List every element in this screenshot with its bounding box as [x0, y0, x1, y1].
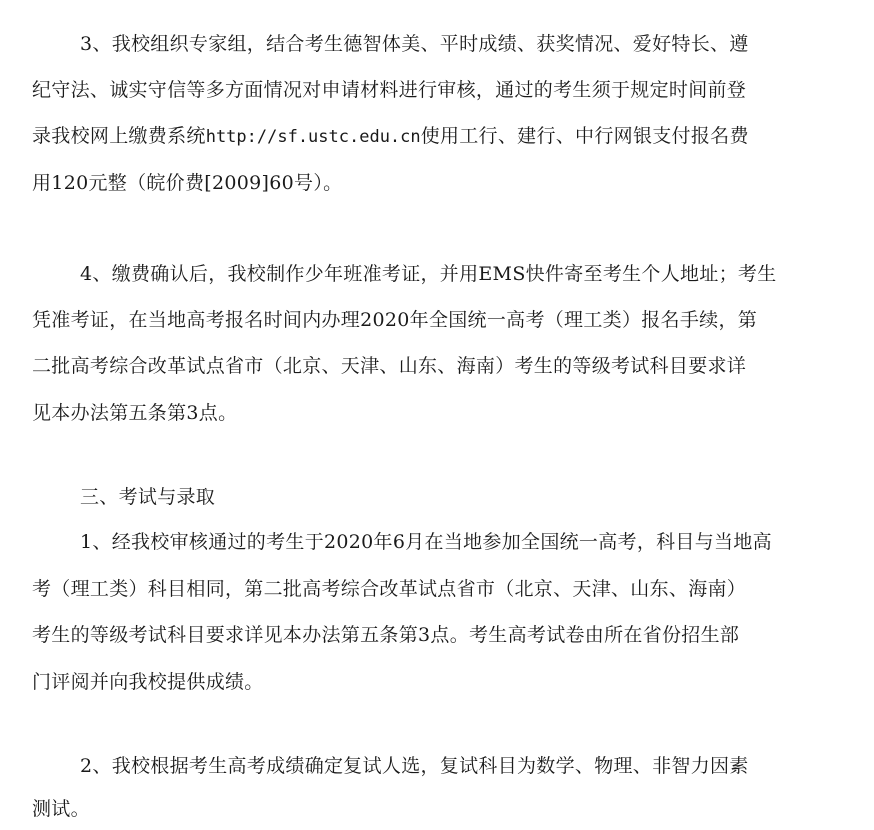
paragraph-1-line-3-after: 使用工行、建行、中行网银支付报名费: [420, 125, 749, 147]
paragraph-2-line-3: 二批高考综合改革试点省市（北京、天津、山东、海南）考生的等级考试科目要求详: [32, 355, 747, 377]
paragraph-2-line-1: 4、缴费确认后，我校制作少年班准考证，并用EMS快件寄至考生个人地址；考生: [80, 263, 777, 285]
section-heading: 三、考试与录取: [80, 486, 216, 508]
paragraph-2-line-2: 凭准考证，在当地高考报名时间内办理2020年全国统一高考（理工类）报名手续，第: [32, 309, 758, 331]
paragraph-3-line-4: 门评阅并向我校提供成绩。: [32, 671, 264, 693]
paragraph-2-line-4: 见本办法第五条第3点。: [32, 402, 238, 424]
paragraph-4-line-2: 测试。: [32, 798, 90, 820]
paragraph-1-line-3: [32, 124, 749, 149]
paragraph-3-line-2: 考（理工类）科目相同，第二批高考综合改革试点省市（北京、天津、山东、海南）: [32, 578, 747, 600]
payment-system-url: http://sf.ustc.edu.cn: [205, 127, 421, 147]
paragraph-3-line-3: 考生的等级考试科目要求详见本办法第五条第3点。考生高考试卷由所在省份招生部: [32, 624, 740, 646]
paragraph-1-line-3-before: 录我校网上缴费系统: [32, 125, 206, 147]
paragraph-4-line-1: 2、我校根据考生高考成绩确定复试人选，复试科目为数学、物理、非智力因素: [80, 755, 749, 777]
paragraph-1-line-4: 用120元整（皖价费[2009]60号）。: [32, 172, 343, 194]
paragraph-3-line-1: 1、经我校审核通过的考生于2020年6月在当地参加全国统一高考，科目与当地高: [80, 531, 772, 553]
paragraph-1-line-2: 纪守法、诚实守信等多方面情况对申请材料进行审核，通过的考生须于规定时间前登: [32, 79, 747, 101]
paragraph-1-line-1: 3、我校组织专家组，结合考生德智体美、平时成绩、获奖情况、爱好特长、遵: [80, 33, 749, 55]
